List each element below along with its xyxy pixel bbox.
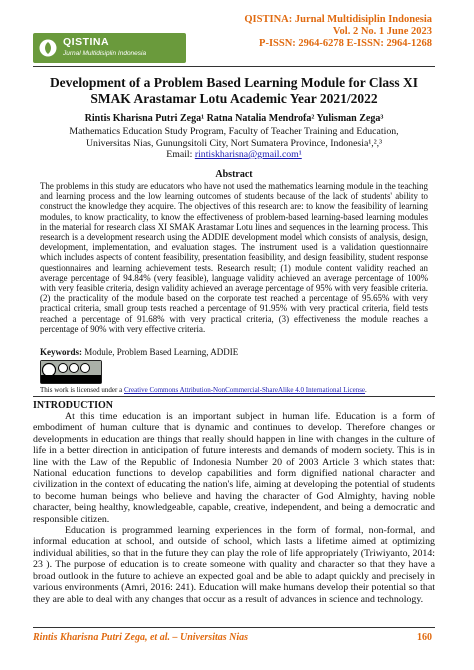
article-title: Development of a Problem Based Learning Module for Class XI SMAK Arastamar Lotu Academic Year 2021/2022 (49, 75, 419, 106)
logo-name: QISTINA (63, 36, 110, 48)
license-link[interactable]: Creative Commons Attribution-NonCommercial-ShareAlike 4.0 International License (123, 386, 366, 394)
cc-icon (41, 361, 101, 383)
license-prefix: This work is licensed under a (40, 386, 123, 394)
header-divider (33, 66, 435, 67)
cc-license-badge[interactable] (40, 360, 102, 384)
logo-subtitle: Jurnal Multidisiplin Indonesia (63, 50, 147, 57)
footer-citation: Rintis Kharisna Putri Zega, et al. – Universitas Nias (33, 632, 249, 643)
page-number: 160 (417, 632, 432, 643)
affiliation (33, 126, 435, 161)
journal-issn: P-ISSN: 2964-6278 E-ISSN: 2964-1268 (259, 38, 432, 49)
affiliation-line: Universitas Nias, Gunungsitoli City, Nort Sumatera Province, Indonesia¹,²,³ (85, 137, 383, 149)
keywords (40, 347, 428, 357)
body-text (33, 411, 435, 605)
abstract-text: The problems in this study are educators who have not used the mathematics learning module in the teaching and learning process and the low learning outcomes of students because of the lack of students' ability to construct the knowledge they acquire. The objectives of this research are: to know the feasibility of learning modules, to know practicality, to know the effectiveness of problem-based learning-based learning modules in the material for research class XI SMAK Arastamar Lotu lines and sequences in the learning process. This research is a development research using the ADDIE development model which consists of analysis, design, development, implementation, and evaluation stages. The instrument used is a validation questionnaire which includes aspects of content feasibility, presentation feasibility, and design feasibility, student response questionnaires and learning achievement tests. Research result; (1) module content validity reached an average percentage of 94.84% (very feasible), language validity achieved an average percentage of 100% with very feasible criteria, design validity achieved an average percentage of 95% with very feasible criteria. (2) the practicality of the module based on the corporate test reached a percentage of 95.65% with very practical criteria, small group tests reached a percentage of 91.95% with very practical criteria, field tests reached a percentage of 91.68% with very practical criteria, (3) effectiveness the module reaches a percentage of 90% with very effective criteria. (40, 181, 428, 334)
license-suffix: . (365, 386, 367, 394)
paragraph: At this time education is an important subject in human life. Education is a form of embodiment of human culture that is dynamic and continues to develop. Therefore changes or developments in education are things that really should happen in line with changes in the culture of life in a better direction in anticipation of future interests and demands of modern society. This is in line with the Law of the Republic of Indonesia Number 20 of 2003 Article 3 which states that: National education functions to develop capabilities and form dignified national character and civilization in the context of educating the nation's life, aiming at developing the potential of students to become human beings who believe and having the character of God Almighty, having noble character, being healthy, knowledgeable, capable, creative, independent, and being a democratic and responsible citizen. (33, 411, 435, 525)
intro-heading: INTRODUCTION (33, 400, 114, 411)
paragraph: Education is programmed learning experiences in the form of formal, non-formal, and informal education at school, and outside of school, which lasts a lifetime aimed at optimizing individual abilities, so that in the future they can play the role of life appropriately (Triwiyanto, 2014: 23 ). The purpose of education is to create someone with quality and character so that they have a broad outlook in the future to achieve an expected goal and be able to adapt quickly and precisely in various environments (Amri, 2016: 241). Education will make humans develop their potential so that they are able to deal with any changes that occur as a result of advances in science and technology. (33, 525, 435, 605)
keywords-value: Module, Problem Based Learning, ADDIE (84, 347, 239, 357)
journal-volume: Vol. 2 No. 1 June 2023 (332, 26, 432, 37)
journal-logo (33, 33, 186, 63)
abstract-heading: Abstract (215, 169, 253, 180)
email-line (33, 149, 435, 161)
journal-name: QISTINA: Jurnal Multidisiplin Indonesia (244, 14, 432, 25)
author-list: Rintis Kharisna Putri Zega¹ Ratna Natalia Mendrofa² Yulisman Zega³ (84, 113, 384, 124)
journal-info (244, 14, 432, 50)
footer-divider (33, 627, 435, 628)
affiliation-line: Mathematics Education Study Program, Faculty of Teacher Training and Education, (69, 126, 399, 137)
leaf-icon (39, 39, 57, 57)
keywords-label: Keywords: (40, 347, 82, 357)
email-label: Email: (166, 149, 193, 160)
license-line (40, 386, 367, 394)
email-link[interactable]: rintiskharisna@gmail.com¹ (194, 149, 302, 160)
section-divider (33, 396, 435, 397)
